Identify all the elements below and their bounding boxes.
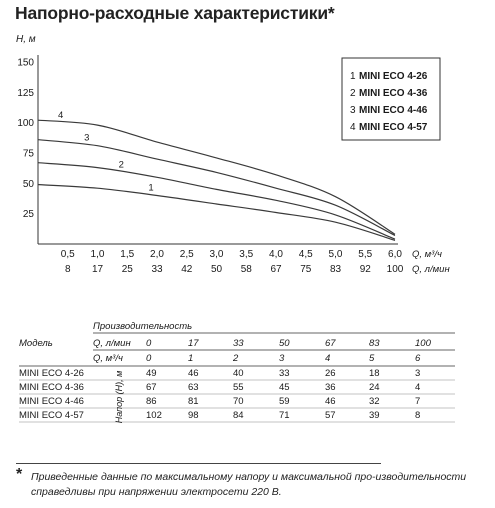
table-cell: 7 bbox=[415, 396, 421, 407]
legend-name: MINI ECO 4-36 bbox=[359, 88, 428, 99]
x-tick-label-lmin: 50 bbox=[210, 264, 223, 275]
table-q-m3h-label: Q, м³/ч bbox=[93, 353, 123, 364]
x-tick-label-m3h: 1,5 bbox=[120, 249, 135, 260]
table-cell: 70 bbox=[233, 396, 244, 407]
x-tick-label-m3h: 0,5 bbox=[60, 249, 75, 260]
table-cell: 46 bbox=[325, 396, 336, 407]
table-cell: 24 bbox=[369, 382, 380, 393]
table-cell: 63 bbox=[188, 382, 199, 393]
table-row-model: MINI ECO 4-36 bbox=[19, 382, 84, 393]
table-cell: 98 bbox=[188, 410, 199, 421]
series-label-2: 2 bbox=[118, 159, 124, 171]
x-tick-label-m3h: 2,5 bbox=[179, 249, 194, 260]
table-m3h-cell: 0 bbox=[146, 353, 152, 364]
series-label-3: 3 bbox=[84, 132, 90, 144]
table-cell: 3 bbox=[415, 368, 421, 379]
x-tick-label-lmin: 33 bbox=[151, 264, 163, 275]
table-cell: 57 bbox=[325, 410, 336, 421]
x-tick-label-lmin: 17 bbox=[91, 264, 104, 275]
footnote-divider bbox=[16, 463, 381, 464]
x-unit-lmin: Q, л/мин bbox=[412, 264, 450, 275]
table-cell: 40 bbox=[233, 368, 244, 379]
y-tick-label: 25 bbox=[22, 209, 34, 221]
footnote-star: * bbox=[16, 466, 23, 483]
x-tick-label-lmin: 100 bbox=[386, 264, 404, 275]
legend-name: MINI ECO 4-26 bbox=[359, 71, 428, 82]
x-tick-label-lmin: 92 bbox=[359, 264, 371, 275]
x-tick-label-m3h: 4,0 bbox=[269, 249, 283, 260]
y-tick-label: 75 bbox=[22, 148, 34, 160]
table-cell: 55 bbox=[233, 382, 244, 393]
table-cell: 59 bbox=[279, 396, 290, 407]
table-cell: 8 bbox=[415, 410, 421, 421]
table-m3h-cell: 4 bbox=[325, 353, 331, 364]
table-row-model: MINI ECO 4-46 bbox=[19, 396, 84, 407]
x-tick-label-m3h: 5,0 bbox=[328, 249, 343, 260]
table-cell: 84 bbox=[233, 410, 244, 421]
table-lmin-cell: 17 bbox=[188, 338, 199, 349]
legend-num: 1 bbox=[350, 71, 356, 82]
table-m3h-cell: 1 bbox=[188, 353, 194, 364]
table-cell: 32 bbox=[369, 396, 380, 407]
legend-name: MINI ECO 4-46 bbox=[359, 105, 428, 116]
table-cell: 46 bbox=[188, 368, 199, 379]
table-model-label: Модель bbox=[19, 338, 53, 349]
table-row-model: MINI ECO 4-26 bbox=[19, 368, 84, 379]
legend-name: MINI ECO 4-57 bbox=[359, 122, 428, 133]
footnote-text: Приведенные данные по максимальному напору и максимальной про-изводительности справедливы при напряжении электросети 220 В. bbox=[31, 471, 467, 498]
x-tick-label-lmin: 83 bbox=[329, 264, 342, 275]
table-lmin-cell: 0 bbox=[146, 338, 152, 349]
table-cell: 4 bbox=[415, 382, 421, 393]
table-cell: 45 bbox=[279, 382, 290, 393]
legend-num: 2 bbox=[350, 88, 356, 99]
x-tick-label-m3h: 6,0 bbox=[388, 249, 402, 260]
table-cell: 49 bbox=[146, 368, 157, 379]
x-tick-label-lmin: 67 bbox=[270, 264, 282, 275]
y-tick-label: 150 bbox=[17, 57, 34, 69]
series-line-1 bbox=[38, 182, 395, 241]
legend-num: 4 bbox=[350, 122, 356, 133]
table-cell: 33 bbox=[279, 368, 290, 379]
x-tick-label-m3h: 3,0 bbox=[209, 249, 224, 260]
table-cell: 86 bbox=[146, 396, 157, 407]
table-head-label: Напор (H), м bbox=[114, 370, 124, 424]
table-cell: 102 bbox=[146, 410, 162, 421]
y-tick-label: 50 bbox=[22, 178, 34, 190]
x-tick-label-lmin: 58 bbox=[240, 264, 252, 275]
page-title: Напорно-расходные характеристики* bbox=[15, 3, 335, 23]
table-m3h-cell: 2 bbox=[233, 353, 239, 364]
x-tick-label-lmin: 75 bbox=[300, 264, 312, 275]
table-lmin-cell: 83 bbox=[369, 338, 380, 349]
y-tick-label: 125 bbox=[17, 87, 34, 99]
table-cell: 26 bbox=[325, 368, 336, 379]
table-header-group: Производительность bbox=[93, 321, 193, 332]
table-lmin-cell: 50 bbox=[279, 338, 290, 349]
x-tick-label-m3h: 3,5 bbox=[239, 249, 254, 260]
legend-num: 3 bbox=[350, 105, 356, 116]
y-tick-label: 100 bbox=[17, 118, 34, 130]
series-label-1: 1 bbox=[148, 182, 154, 194]
x-tick-label-m3h: 2,0 bbox=[150, 249, 164, 260]
table-cell: 81 bbox=[188, 396, 199, 407]
table-cell: 18 bbox=[369, 368, 380, 379]
table-m3h-cell: 6 bbox=[415, 353, 421, 364]
table-lmin-cell: 67 bbox=[325, 338, 336, 349]
table-lmin-cell: 100 bbox=[415, 338, 431, 349]
y-axis-label: H, м bbox=[16, 34, 36, 45]
table-cell: 39 bbox=[369, 410, 380, 421]
table-m3h-cell: 5 bbox=[369, 353, 375, 364]
table-q-lmin-label: Q, л/мин bbox=[93, 338, 131, 349]
table-cell: 36 bbox=[325, 382, 336, 393]
x-tick-label-m3h: 1,0 bbox=[90, 249, 105, 260]
table-m3h-cell: 3 bbox=[279, 353, 285, 364]
x-tick-label-lmin: 42 bbox=[181, 264, 193, 275]
x-unit-m3h: Q, м³/ч bbox=[412, 249, 442, 260]
table-row-model: MINI ECO 4-57 bbox=[19, 410, 84, 421]
table-cell: 71 bbox=[279, 410, 290, 421]
series-line-2 bbox=[38, 163, 395, 239]
x-tick-label-m3h: 4,5 bbox=[298, 249, 313, 260]
series-label-4: 4 bbox=[57, 110, 64, 122]
x-tick-label-lmin: 25 bbox=[121, 264, 133, 275]
x-tick-label-m3h: 5,5 bbox=[358, 249, 373, 260]
table-cell: 67 bbox=[146, 382, 157, 393]
x-tick-label-lmin: 8 bbox=[64, 264, 71, 275]
table-lmin-cell: 33 bbox=[233, 338, 244, 349]
